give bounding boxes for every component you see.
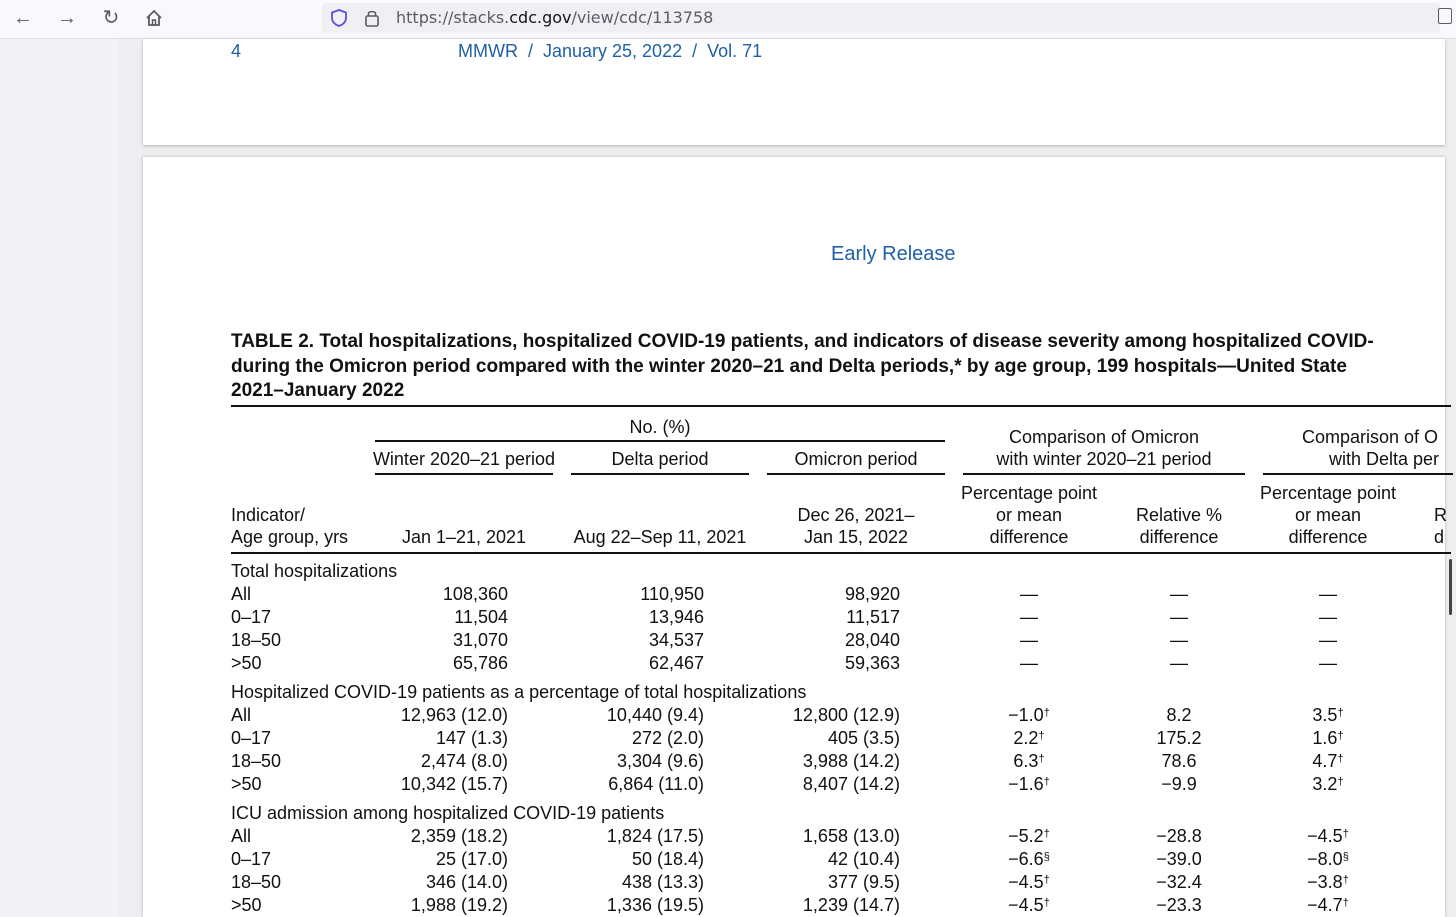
header-cmp-winter-2: with winter 2020–21 period <box>996 449 1212 469</box>
header-ppd2-1: Percentage point <box>1259 483 1397 503</box>
cell-omicron: 12,800 (12.9) <box>792 705 900 725</box>
row-label: 18–50 <box>231 751 282 771</box>
header-cmp-delta-2: with Delta per <box>1329 449 1440 469</box>
scrollbar[interactable] <box>1444 39 1456 917</box>
header-cmp-delta-rule <box>1263 473 1453 475</box>
cell-winter: 2,359 (18.2) <box>410 826 508 846</box>
running-head: MMWR / January 25, 2022 / Vol. 71 <box>458 41 763 61</box>
cell-winter: 25 (17.0) <box>435 849 508 869</box>
header-winter-rule <box>375 473 553 475</box>
cell-delta: 438 (13.3) <box>621 872 704 892</box>
cell-omicron: 28,040 <box>844 630 900 650</box>
cell-delta: 1,824 (17.5) <box>606 826 704 846</box>
cell-ppd: 6.3† <box>1013 751 1045 771</box>
header-rel-2: difference <box>1139 527 1219 547</box>
cell-omicron: 405 (3.5) <box>827 728 900 748</box>
cell-delta: 1,336 (19.5) <box>606 895 704 915</box>
table-top-rule <box>231 405 1451 407</box>
row-label: >50 <box>231 774 262 794</box>
cell-winter: 1,988 (19.2) <box>410 895 508 915</box>
cell-ppd2: — <box>1319 630 1337 650</box>
cell-rel: 175.2 <box>1156 728 1202 748</box>
cell-ppd: — <box>1020 584 1038 604</box>
cell-ppd: — <box>1020 630 1038 650</box>
header-winter: Winter 2020–21 period <box>372 449 556 469</box>
url-text[interactable]: https://stacks.cdc.gov/view/cdc/113758 <box>396 8 714 27</box>
header-winter-dates: Jan 1–21, 2021 <box>401 527 527 547</box>
reload-icon[interactable]: ↻ <box>102 7 120 29</box>
cell-ppd2: −4.5† <box>1307 826 1349 846</box>
row-label: 0–17 <box>231 849 272 869</box>
cell-ppd: — <box>1020 607 1038 627</box>
row-label: 18–50 <box>231 630 282 650</box>
cell-ppd: −4.5† <box>1008 895 1050 915</box>
table-caption-line-3: 2021–January 2022 <box>231 380 405 401</box>
header-ppd2-2: or mean <box>1294 505 1362 525</box>
row-label: >50 <box>231 653 262 673</box>
cell-delta: 110,950 <box>640 584 704 604</box>
cell-delta: 3,304 (9.6) <box>616 751 704 771</box>
section-title: ICU admission among hospitalized COVID-19 patients <box>231 803 665 823</box>
cell-ppd2: 3.2† <box>1312 774 1344 794</box>
cell-winter: 12,963 (12.0) <box>400 705 508 725</box>
cell-rel: −28.8 <box>1156 826 1202 846</box>
header-omicron: Omicron period <box>794 449 918 469</box>
cell-rel: −39.0 <box>1156 849 1202 869</box>
cell-winter: 147 (1.3) <box>435 728 508 748</box>
cell-winter: 108,360 <box>442 584 508 604</box>
header-cmp-winter-rule <box>963 473 1245 475</box>
home-icon[interactable] <box>139 4 169 32</box>
header-rel2-2: d <box>1434 527 1445 547</box>
current-page <box>143 157 1445 917</box>
cell-ppd: −4.5† <box>1008 872 1050 892</box>
cell-delta: 62,467 <box>648 653 704 673</box>
header-ppd-3: difference <box>989 527 1069 547</box>
cell-ppd2: — <box>1319 584 1337 604</box>
cell-ppd2: −4.7† <box>1307 895 1349 915</box>
scrollbar-thumb[interactable] <box>1449 559 1452 615</box>
cell-omicron: 98,920 <box>844 584 900 604</box>
cell-rel: — <box>1170 584 1188 604</box>
section-title: Hospitalized COVID-19 patients as a percentage of total hospitalizations <box>231 682 807 702</box>
cell-delta: 6,864 (11.0) <box>608 774 704 794</box>
cell-omicron: 11,517 <box>846 607 900 627</box>
table-caption-line-2: during the Omicron period compared with the winter 2020–21 and Delta periods,* by age group, 199 hospitals—United State <box>231 356 1347 377</box>
cell-winter: 11,504 <box>454 607 508 627</box>
cell-rel: 78.6 <box>1161 751 1197 771</box>
header-ppd-2: or mean <box>995 505 1063 525</box>
cell-delta: 34,537 <box>648 630 704 650</box>
cell-omicron: 1,239 (14.7) <box>802 895 900 915</box>
browser-toolbar <box>0 0 1456 39</box>
cell-omicron: 1,658 (13.0) <box>802 826 900 846</box>
header-indicator-2: Age group, yrs <box>231 527 349 547</box>
row-label: All <box>231 826 252 846</box>
cell-delta: 10,440 (9.4) <box>606 705 704 725</box>
header-omicron-rule <box>767 473 945 475</box>
section-title: Total hospitalizations <box>231 561 398 581</box>
cell-delta: 13,946 <box>648 607 704 627</box>
cell-ppd2: 1.6† <box>1312 728 1344 748</box>
cell-ppd2: 3.5† <box>1312 705 1344 725</box>
header-indicator-1: Indicator/ <box>231 505 306 525</box>
cell-ppd2: 4.7† <box>1312 751 1344 771</box>
header-bottom-rule <box>231 552 1451 554</box>
cell-ppd: 2.2† <box>1013 728 1045 748</box>
row-label: All <box>231 705 252 725</box>
cell-omicron: 8,407 (14.2) <box>802 774 900 794</box>
header-rel2-1: R <box>1434 505 1447 525</box>
cell-omicron: 42 (10.4) <box>827 849 900 869</box>
cell-rel: −9.9 <box>1161 774 1197 794</box>
sidebar-panel <box>0 39 118 917</box>
lock-icon[interactable] <box>364 8 380 33</box>
cell-winter: 10,342 (15.7) <box>400 774 508 794</box>
header-omicron-dates-2: Jan 15, 2022 <box>803 527 909 547</box>
table-caption-line-1: TABLE 2. Total hospitalizations, hospitalized COVID-19 patients, and indicators of disease severity among hospitalized COVID- <box>231 331 1374 352</box>
cell-omicron: 59,363 <box>844 653 900 673</box>
cell-ppd: −1.6† <box>1008 774 1050 794</box>
header-ppd-1: Percentage point <box>960 483 1098 503</box>
cell-omicron: 3,988 (14.2) <box>802 751 900 771</box>
back-arrow-icon[interactable]: ← <box>13 7 33 29</box>
early-release-heading: Early Release <box>831 243 956 265</box>
cell-ppd2: — <box>1319 653 1337 673</box>
header-delta-dates: Aug 22–Sep 11, 2021 <box>573 527 747 547</box>
cell-winter: 2,474 (8.0) <box>420 751 508 771</box>
cell-ppd2: −3.8† <box>1307 872 1349 892</box>
document-viewer <box>0 39 1456 917</box>
cell-ppd: −5.2† <box>1008 826 1050 846</box>
header-no-pct: No. (%) <box>629 417 691 437</box>
row-label: 0–17 <box>231 607 272 627</box>
header-cmp-delta-1: Comparison of O <box>1302 427 1439 447</box>
cell-delta: 50 (18.4) <box>631 849 704 869</box>
header-omicron-dates-1: Dec 26, 2021– <box>797 505 915 525</box>
cell-rel: — <box>1170 653 1188 673</box>
row-label: >50 <box>231 895 262 915</box>
cell-ppd2: — <box>1319 607 1337 627</box>
cell-rel: −23.3 <box>1156 895 1202 915</box>
cell-winter: 65,786 <box>452 653 508 673</box>
reader-view-icon[interactable] <box>1438 8 1452 24</box>
row-label: 0–17 <box>231 728 272 748</box>
header-cmp-winter-1: Comparison of Omicron <box>1008 427 1200 447</box>
cell-rel: −32.4 <box>1156 872 1202 892</box>
row-label: 18–50 <box>231 872 282 892</box>
header-delta: Delta period <box>611 449 709 469</box>
cell-winter: 346 (14.0) <box>425 872 508 892</box>
cell-ppd: −1.0† <box>1008 705 1050 725</box>
page-number: 4 <box>231 41 242 61</box>
header-delta-rule <box>571 473 749 475</box>
cell-ppd: — <box>1020 653 1038 673</box>
header-rel-1: Relative % <box>1135 505 1223 525</box>
cell-rel: — <box>1170 607 1188 627</box>
cell-delta: 272 (2.0) <box>631 728 704 748</box>
cell-ppd: −6.6§ <box>1008 849 1050 869</box>
forward-arrow-icon[interactable]: → <box>57 7 77 29</box>
cell-omicron: 377 (9.5) <box>827 872 900 892</box>
previous-page <box>143 39 1445 145</box>
header-no-pct-rule <box>375 440 945 442</box>
shield-icon[interactable] <box>330 8 348 33</box>
row-label: All <box>231 584 252 604</box>
cell-winter: 31,070 <box>452 630 508 650</box>
cell-ppd2: −8.0§ <box>1307 849 1349 869</box>
cell-rel: — <box>1170 630 1188 650</box>
address-bar[interactable] <box>322 3 1440 33</box>
cell-rel: 8.2 <box>1166 705 1192 725</box>
header-ppd2-3: difference <box>1288 527 1368 547</box>
